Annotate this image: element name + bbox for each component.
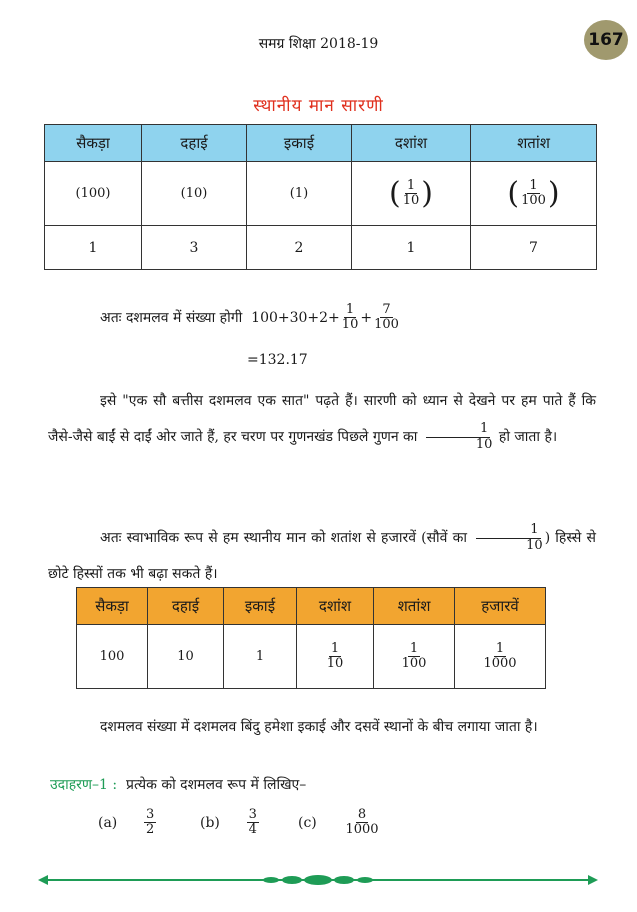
page-header: समग्र शिक्षा 2018-19 — [258, 36, 379, 52]
numerator: 1 — [426, 422, 490, 437]
numerator: 3 — [145, 807, 155, 822]
numerator: 1 — [409, 640, 419, 656]
denominator: 100 — [401, 656, 427, 671]
table-header-cell: इकाई — [224, 588, 297, 625]
table-header-cell: दहाई — [148, 588, 224, 625]
table-cell: (10) — [142, 162, 247, 226]
numerator: 1 — [330, 640, 340, 656]
example-heading — [50, 775, 590, 795]
denominator: 2 — [145, 822, 155, 838]
table-cell: 1 — [45, 226, 142, 270]
item-mark: (c) — [298, 814, 317, 831]
numerator: 1 — [495, 640, 505, 656]
numerator: 1 — [529, 177, 538, 193]
paragraph-tail: हो जाता है। — [498, 429, 558, 445]
equation-result: =132.17 — [247, 352, 308, 368]
plus-sign: + — [360, 309, 373, 326]
numerator: 1 — [345, 302, 355, 317]
table-cell: 7 — [471, 226, 597, 270]
denominator: 100 — [374, 317, 399, 333]
fraction — [325, 642, 346, 672]
table-cell: (100) — [45, 162, 142, 226]
fraction — [340, 303, 361, 333]
paren-close-glyph: ) — [421, 176, 433, 211]
example-item — [298, 808, 381, 838]
table-header-cell: सैकड़ा — [77, 588, 148, 625]
numerator: 3 — [248, 807, 257, 822]
denominator: 10 — [341, 317, 359, 333]
fraction — [372, 303, 401, 333]
paren-open-glyph: ( — [507, 176, 520, 211]
denominator: 100 — [521, 193, 546, 208]
fraction — [400, 642, 429, 672]
section-title: स्थानीय मान सारणी — [253, 96, 384, 116]
paren-close-glyph: ) — [547, 176, 560, 211]
table-cell: 3 — [142, 226, 247, 270]
equation-line — [100, 303, 580, 333]
numerator: 7 — [382, 302, 391, 317]
paragraph-text: इसे "एक सौ बत्तीस दशमलव एक सात" पढ़ते हैं। सारणी को ध्यान से देखने पर हम पाते हैं कि जैसे-जैसे बाईं से दाईं ओर जाते हैं, हर चरण पर गुणनखंड पिछले गुणन का — [48, 393, 596, 445]
table-cell: 100 — [77, 625, 148, 689]
table-header-cell: दहाई — [142, 125, 247, 162]
example-item — [200, 808, 259, 838]
table-row — [45, 162, 597, 226]
example-text: प्रत्येक को दशमलव रूप में लिखिए– — [126, 777, 307, 793]
paren-open-glyph: ( — [389, 176, 401, 211]
table-header-cell: सैकड़ा — [45, 125, 142, 162]
denominator: 1000 — [483, 656, 517, 671]
table-cell: (1) — [247, 162, 352, 226]
decorative-divider — [38, 874, 598, 886]
table-header-row — [77, 588, 546, 625]
table-header-cell: शतांश — [471, 125, 597, 162]
table-cell: 1 — [224, 625, 297, 689]
equation-lead: अतः दशमलव में संख्या होगी — [100, 309, 243, 326]
fraction — [481, 642, 518, 672]
denominator: 10 — [475, 436, 493, 452]
table-cell — [374, 625, 455, 689]
table-cell — [455, 625, 546, 689]
table-cell: 10 — [148, 625, 224, 689]
fraction — [401, 179, 422, 209]
table-header-cell: दशांश — [297, 588, 374, 625]
paragraph — [48, 520, 596, 592]
table-row — [77, 625, 546, 689]
example-item — [98, 808, 156, 838]
table-cell: 1 — [352, 226, 471, 270]
table-cell — [297, 625, 374, 689]
paragraph — [48, 383, 596, 455]
table-header-cell: इकाई — [247, 125, 352, 162]
fraction — [422, 422, 495, 452]
table-header-row — [45, 125, 597, 162]
item-mark: (a) — [98, 814, 118, 831]
numerator: 8 — [357, 807, 367, 822]
example-colon: : — [112, 777, 118, 793]
numerator: 1 — [476, 523, 540, 538]
paragraph: दशमलव संख्या में दशमलव बिंदु हमेशा इकाई और दसवें स्थानों के बीच लगाया जाता है। — [100, 719, 538, 735]
fraction — [519, 179, 548, 209]
denominator: 10 — [526, 537, 543, 553]
table-cell — [471, 162, 597, 226]
page-number-badge: 167 — [584, 20, 628, 60]
item-mark: (b) — [200, 814, 220, 831]
table-header-cell: शतांश — [374, 588, 455, 625]
fraction — [247, 808, 259, 838]
fraction — [472, 523, 545, 553]
table-row — [45, 226, 597, 270]
extended-place-value-table — [76, 587, 546, 689]
table-header-cell: दशांश — [352, 125, 471, 162]
place-value-table — [44, 124, 597, 270]
denominator: 10 — [326, 656, 344, 671]
denominator: 1000 — [345, 822, 379, 838]
equation-expr: 100+30+2+ — [251, 309, 340, 326]
denominator: 4 — [248, 822, 257, 838]
table-header-cell: हजारवें — [455, 588, 546, 625]
table-cell — [352, 162, 471, 226]
denominator: 10 — [402, 193, 420, 208]
paragraph-tail: ) हिस्से से छोटे हिस्सों तक भी बढ़ा सकते हैं। — [48, 530, 597, 582]
fraction — [343, 808, 380, 838]
paragraph-text: अतः स्वाभाविक रूप से हम स्थानीय मान को शतांश से हजारवें (सौवें का — [100, 530, 467, 546]
table-cell: 2 — [247, 226, 352, 270]
example-label: उदाहरण–1 — [50, 777, 108, 793]
fraction — [144, 808, 156, 838]
numerator: 1 — [406, 177, 416, 193]
